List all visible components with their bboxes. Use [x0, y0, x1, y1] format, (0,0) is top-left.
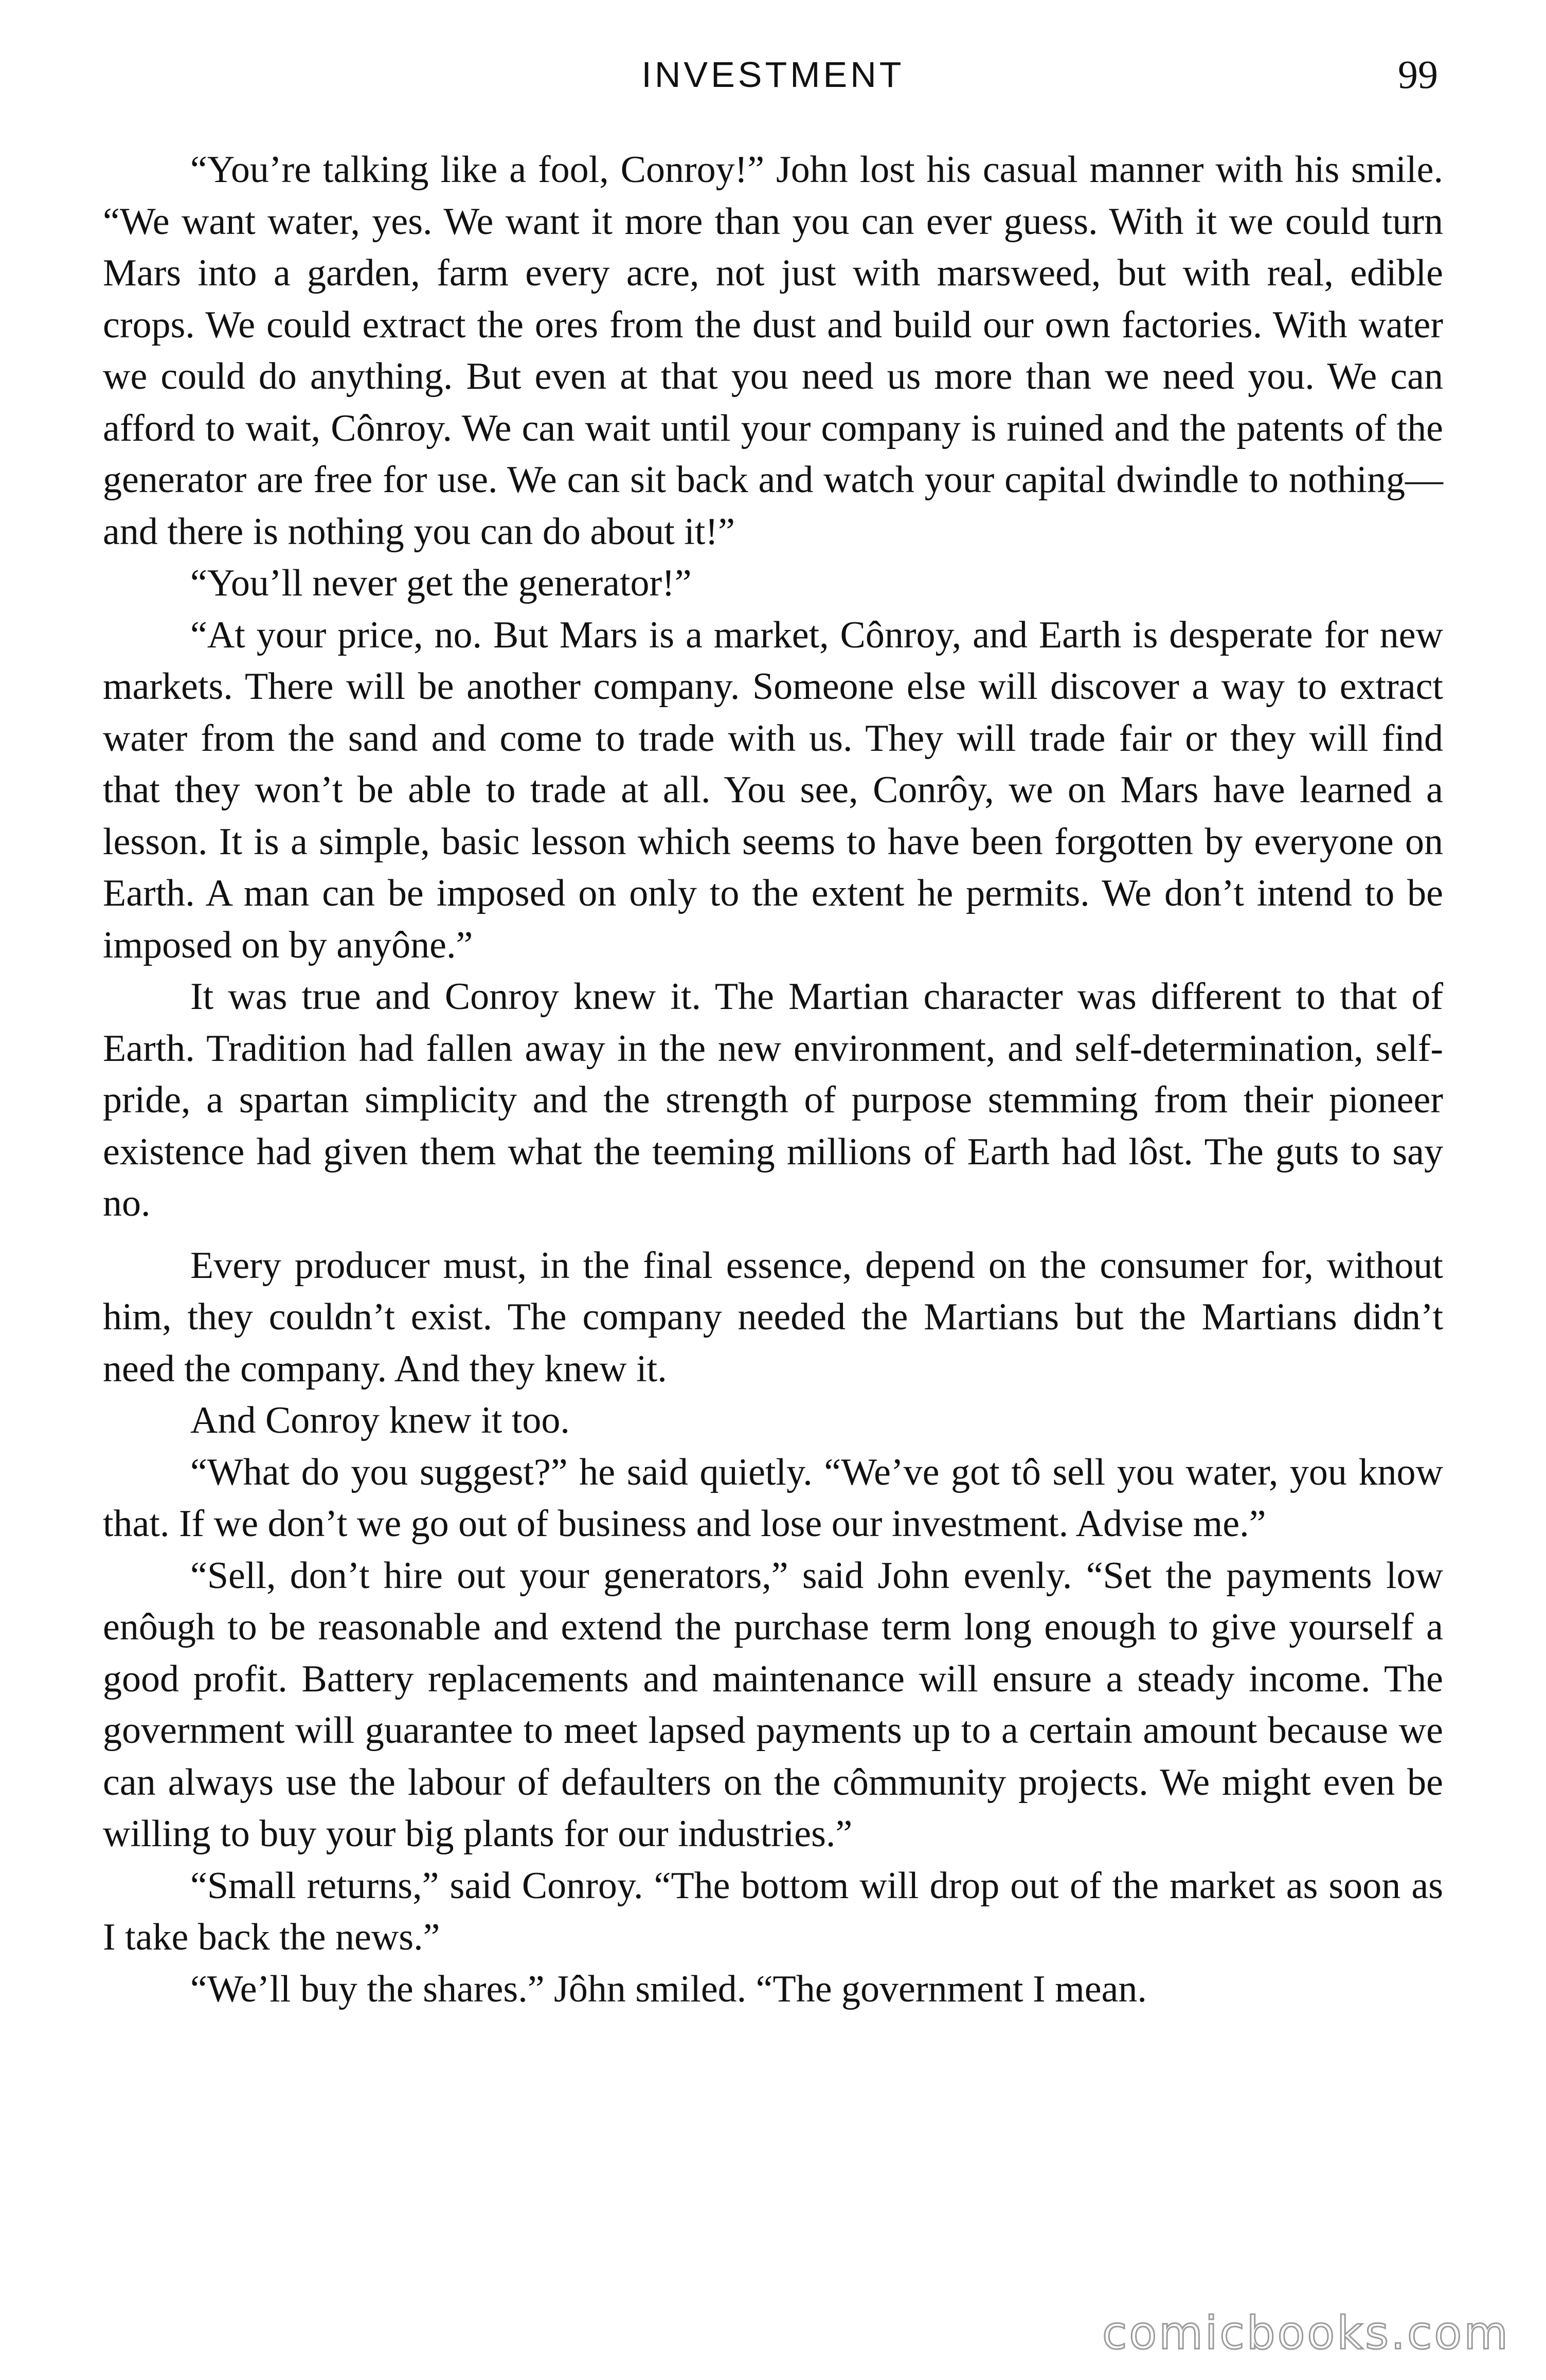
watermark: comicbooks.com — [1102, 2306, 1510, 2359]
paragraph: “Small returns,” said Conroy. “The bottom will drop out of the market as soon as I take back the news.” — [103, 1864, 1443, 1958]
paragraph: “You’re talking like a fool, Conroy!” John lost his casual manner with his smile. “We want water, yes. We want it more than you can ever guess. With it we could turn Mars into a garden, farm every acre, not just with marsweed, but with real, edible crops. We could extract the ores from the dust and build our own factories. With water we could do anything. But even at that you need us more than we need you. We can afford to wait, Cônroy. We can wait until your company is ruined and the patents of the generator are free for use. We can sit back and watch your capital dwindle to nothing—and there is nothing you can do about it!” — [103, 149, 1443, 553]
paragraph: It was true and Conroy knew it. The Martian character was different to that of Earth. Tradition had fallen away in the new environment, and self-determination, self-pride, a spartan simplicity and the strength of purpose stemming from their pioneer existence had given them what the teeming millions of Earth had lôst. The guts to say no. — [103, 976, 1443, 1224]
page-number: 99 — [1398, 52, 1438, 97]
paragraph: “You’ll never get the generator!” — [190, 562, 692, 604]
paragraph: “We’ll buy the shares.” Jôhn smiled. “The government I mean. — [190, 1968, 1147, 2010]
running-head: INVESTMENT — [641, 55, 905, 95]
paragraph: And Conroy knew it too. — [190, 1399, 570, 1441]
paragraph: “Sell, don’t hire out your generators,” said John evenly. “Set the payments low enôugh to be reasonable and extend the purchase term long enough to give yourself a good profit. Battery replacements and maintenance will ensure a steady income. The government will guarantee to meet lapsed payments up to a certain amount because we can always use the labour of defaulters on the cômmunity projects. We might even be willing to buy your big plants for our industries.” — [103, 1554, 1443, 1855]
body-text — [103, 144, 1443, 2015]
paragraph: Every producer must, in the final essence, depend on the consumer for, without him, they couldn’t exist. The company needed the Martians but the Martians didn’t need the company. And they knew it. — [103, 1244, 1443, 1390]
page-header — [103, 51, 1443, 98]
paragraph: “What do you suggest?” he said quietly. “We’ve got tô sell you water, you know that. If we don’t we go out of business and lose our investment. Advise me.” — [103, 1451, 1443, 1545]
paragraph: “At your price, no. But Mars is a market, Cônroy, and Earth is desperate for new markets. There will be another company. Someone else will discover a way to extract water from the sand and come to trade with us. They will trade fair or they will find that they won’t be able to trade at all. You see, Conrôy, we on Mars have learned a lesson. It is a simple, basic lesson which seems to have been forgotten by everyone on Earth. A man can be imposed on only to the extent he permits. We don’t intend to be imposed on by anyône.” — [103, 614, 1443, 966]
